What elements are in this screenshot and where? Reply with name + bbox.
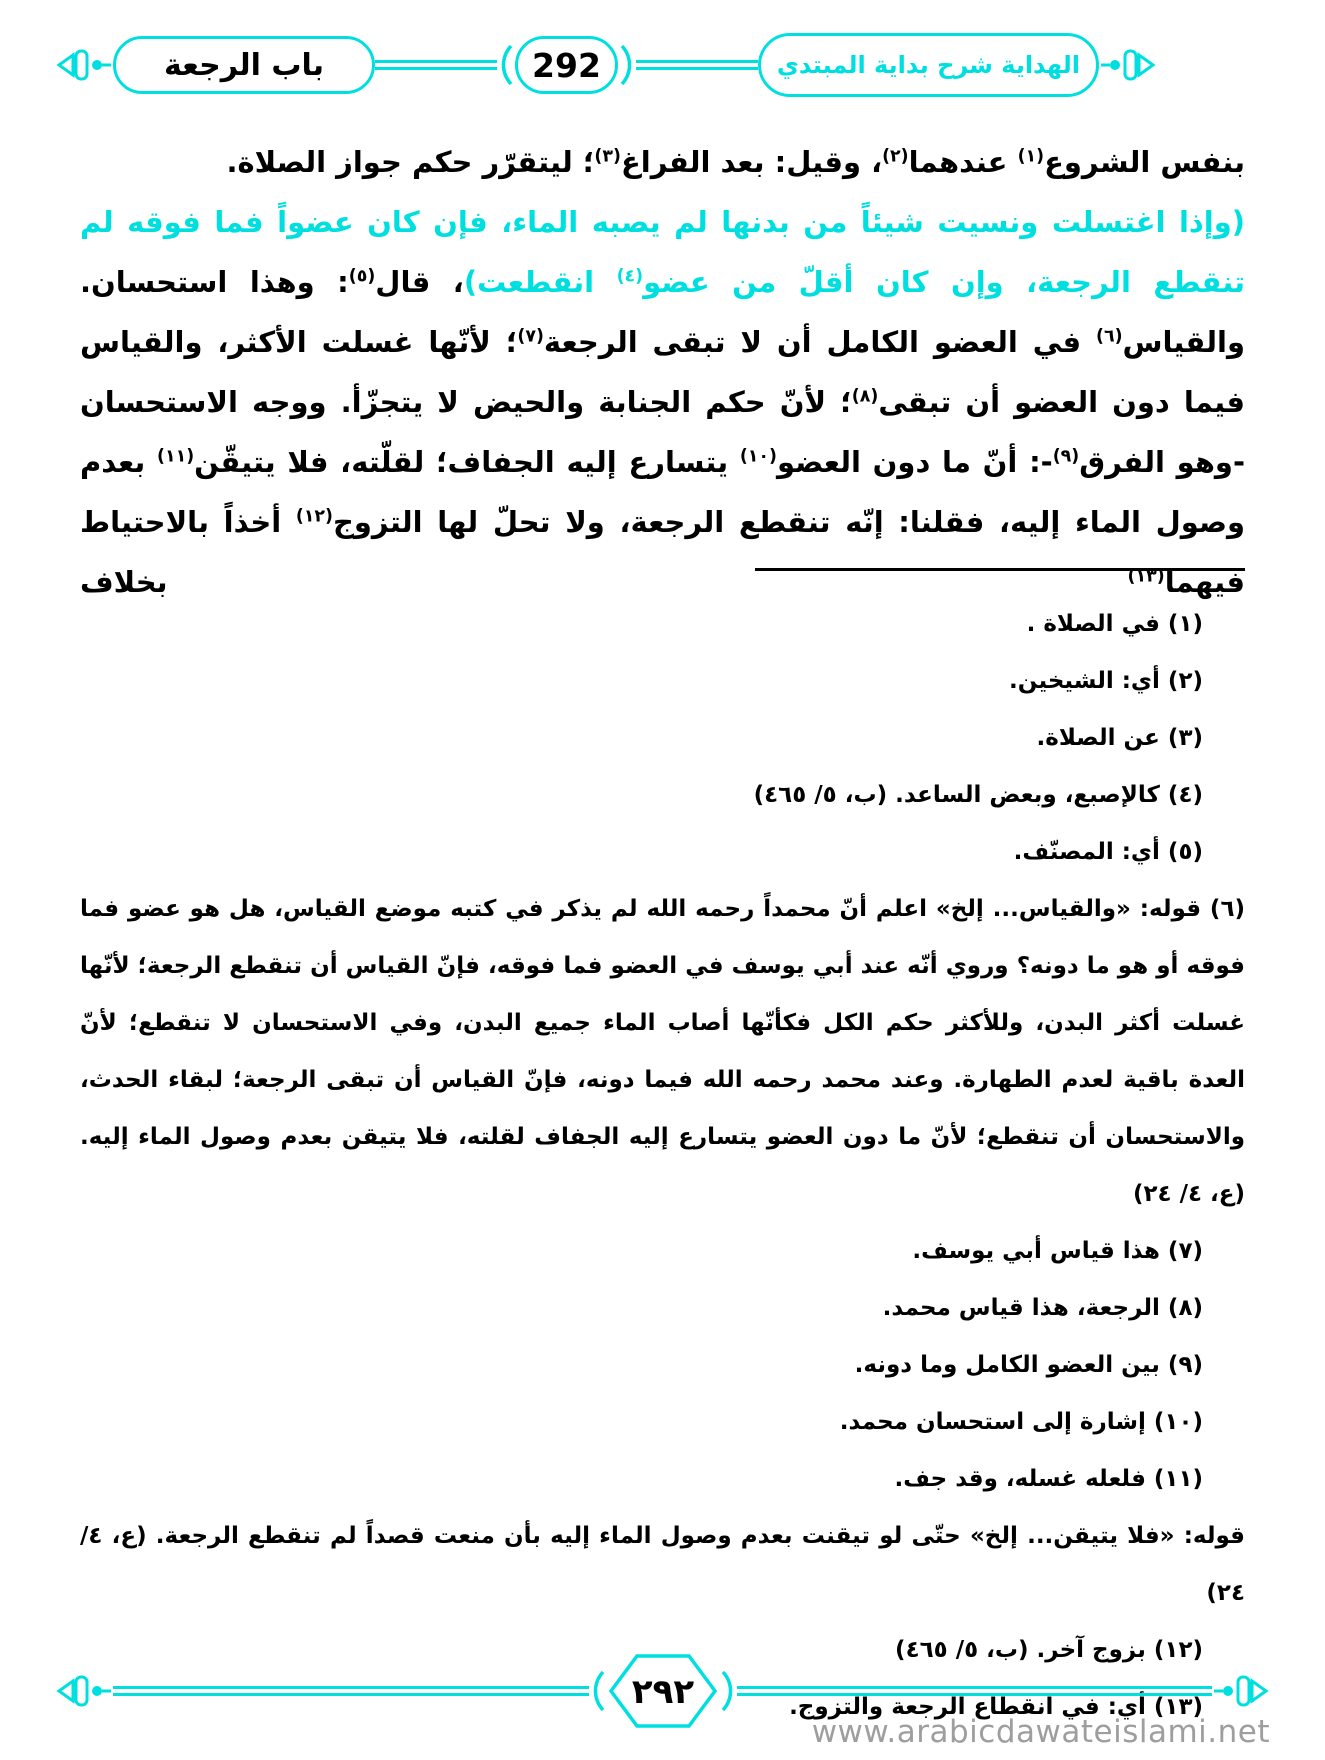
text-segment: ؛ ليتقرّر حكم جواز الصلاة.: [226, 145, 595, 179]
footnote-item: [80, 767, 1245, 824]
footnote-number: (٤): [1159, 782, 1203, 808]
footnote-item: [80, 1394, 1245, 1451]
finial-ornament-icon: [1212, 1668, 1270, 1714]
footer-rule: [113, 1686, 589, 1696]
website-watermark: www.arabicdawateislami.net: [811, 1714, 1270, 1750]
footnote-text: الرجعة، هذا قياس محمد.: [882, 1295, 1160, 1321]
footer-page-number-badge: [607, 1652, 719, 1730]
page-header: [55, 32, 1157, 98]
finial-ornament-icon: [55, 1668, 113, 1714]
footnote-number: (١٢): [1145, 1637, 1203, 1663]
footnote-number: (٢): [1159, 668, 1203, 694]
footnote-number: (١٣): [1145, 1694, 1203, 1720]
footnote-reference: (٩): [1052, 446, 1080, 467]
page-number: 292: [532, 45, 601, 85]
bracket-ornament-icon: [589, 1668, 607, 1714]
footnote-item: [80, 1508, 1245, 1622]
footnote-number: (٥): [1159, 839, 1203, 865]
text-segment: ، وقيل: بعد الفراغ: [620, 145, 883, 179]
text-segment: يتسارع إليه الجفاف؛ لقلّته، فلا يتيقّن: [194, 445, 740, 479]
text-segment: انقطعت): [463, 265, 617, 299]
footnote-reference: (٧): [517, 326, 544, 347]
finial-ornament-icon: [55, 42, 113, 88]
footnote-text: أي: المصنّف.: [1013, 839, 1160, 865]
text-segment: -: أنّ ما دون العضو: [776, 445, 1053, 479]
footnote-item: [80, 1337, 1245, 1394]
footnote-item: [80, 1223, 1245, 1280]
header-rule: [375, 60, 497, 70]
footnote-text: هذا قياس أبي يوسف.: [912, 1238, 1160, 1264]
text-segment: بخلاف: [80, 565, 1128, 599]
footnote-text: بين العضو الكامل وما دونه.: [854, 1352, 1160, 1378]
footnotes-section: [80, 596, 1245, 1736]
footnote-reference: (٤): [616, 266, 644, 287]
footnote-item: [80, 710, 1245, 767]
footnote-number: (١): [1159, 611, 1203, 637]
footnote-item: [80, 824, 1245, 881]
footnote-text: حتّى لو تيقنت بعدم وصول الماء إليه بأن منعت قصداً لم تنقطع الرجعة. (ع، ٤/ ٢٤): [80, 1523, 1245, 1606]
footnote-text: أي: الشيخين.: [1009, 668, 1160, 694]
footnote-item: [80, 881, 1245, 1223]
footnote-text: كالإصبع، وبعض الساعد. (ب، ٥/ ٤٦٥): [753, 782, 1160, 808]
footer-rule: [737, 1686, 1213, 1696]
footnote-lead: قوله: «والقياس... إلخ»: [926, 896, 1202, 922]
footnote-number: (٦): [1201, 896, 1246, 922]
page-number-badge: [515, 36, 618, 94]
footnote-text: اعلم أنّ محمداً رحمه الله لم يذكر في كتبه موضع القياس، هل هو عضو فما فوقه أو هو ما دونه؟ وروي أنّه عند أبي يوسف في العضو فما فوقه، فإنّ القياس أن تنقطع الرجعة؛ لأنّها غسلت أكثر البدن، وللأكثر حكم الكل فكأنّها أصاب الماء جميع البدن، وفي الاستحسان لا تنقطع؛ لأنّ العدة باقية لعدم الطهارة. وعند محمد رحمه الله فيما دونه، فإنّ القياس أن تبقى الرجعة؛ لبقاء الحدث، والاستحسان أن تنقطع؛ لأنّ ما دون العضو يتسارع إليه الجفاف لقلته، فلا يتيقن بعدم وصول الماء إليه. (ع، ٤/ ٢٤): [80, 896, 1245, 1207]
text-segment: ؛ لأنّها غسلت الأكثر، والقياس فيما دون العضو أن تبقى: [80, 325, 1245, 419]
footnote-item: [80, 1451, 1245, 1508]
footnote-text: فلعله غسله، وقد جف.: [894, 1466, 1146, 1492]
footnote-number: (٩): [1159, 1352, 1203, 1378]
footnote-item: [80, 653, 1245, 710]
footer-page-number: ٢٩٢: [631, 1672, 694, 1712]
text-segment: ، قال: [375, 265, 464, 299]
footnote-number: (١٠): [1145, 1409, 1203, 1435]
body-text: [80, 132, 1245, 612]
footnote-reference: (١٠): [739, 446, 777, 467]
footnote-number: (١١): [1145, 1466, 1203, 1492]
footnote-item: [80, 596, 1245, 653]
text-segment: بعدم وصول الماء إليه، فقلنا: إنّه تنقطع الرجعة، ولا تحلّ لها التزوج: [80, 445, 1245, 539]
footnote-text: في الصلاة .: [1026, 611, 1160, 637]
text-segment: عندهما: [908, 145, 1018, 179]
text-segment: ؛ لأنّ حكم الجنابة والحيض لا يتجزّأ. ووجه الاستحسان -وهو الفرق: [80, 385, 1245, 479]
footnote-text: بزوج آخر. (ب، ٥/ ٤٦٥): [895, 1637, 1146, 1663]
text-segment: بنفس الشروع: [1044, 145, 1245, 179]
footnote-number: (٨): [1159, 1295, 1203, 1321]
footnote-number: (٧): [1159, 1238, 1203, 1264]
bracket-ornament-icon: [719, 1668, 737, 1714]
footnote-lead: قوله: «فلا يتيقن... إلخ»: [960, 1523, 1245, 1549]
footnote-reference: (٢): [882, 146, 909, 167]
footnote-reference: (١٢): [295, 506, 333, 527]
body-paragraph: [80, 192, 1245, 612]
chapter-title-badge: [113, 36, 375, 94]
body-paragraph: [80, 132, 1245, 192]
footnote-separator: [755, 568, 1245, 571]
book-title-badge: [758, 33, 1099, 97]
footnote-reference: (١٣): [1127, 566, 1165, 587]
footnote-reference: (٣): [594, 146, 621, 167]
chapter-title: باب الرجعة: [163, 47, 325, 83]
footnote-item: [80, 1280, 1245, 1337]
header-rule: [636, 60, 758, 70]
text-segment: (وإذا اغتسلت ونسيت شيئاً من بدنها لم يصبه الماء، فإن كان عضواً فما فوقه لم تنقطع الرجعة، وإن كان أقلّ من عضو: [80, 205, 1246, 299]
book-title: الهداية شرح بداية المبتدي: [776, 51, 1081, 79]
footnote-reference: (١): [1017, 146, 1045, 167]
text-segment: في العضو الكامل أن لا تبقى الرجعة: [543, 325, 1096, 359]
footnote-reference: (١١): [157, 446, 195, 467]
footnote-reference: (٨): [851, 386, 879, 407]
footnote-text: أي: في انقطاع الرجعة والتزوج.: [789, 1694, 1146, 1720]
footnote-number: (٣): [1159, 725, 1203, 751]
bracket-ornament-icon: [497, 42, 515, 88]
bracket-ornament-icon: [618, 42, 636, 88]
finial-ornament-icon: [1099, 42, 1157, 88]
footnote-text: إشارة إلى استحسان محمد.: [839, 1409, 1146, 1435]
footnote-text: عن الصلاة.: [1036, 725, 1160, 751]
footnote-reference: (٦): [1095, 326, 1123, 347]
text-segment: : وهذا استحسان. والقياس: [80, 265, 1245, 359]
footnote-reference: (٥): [348, 266, 376, 287]
text-segment: أخذاً بالاحتياط فيهما: [80, 505, 1245, 599]
